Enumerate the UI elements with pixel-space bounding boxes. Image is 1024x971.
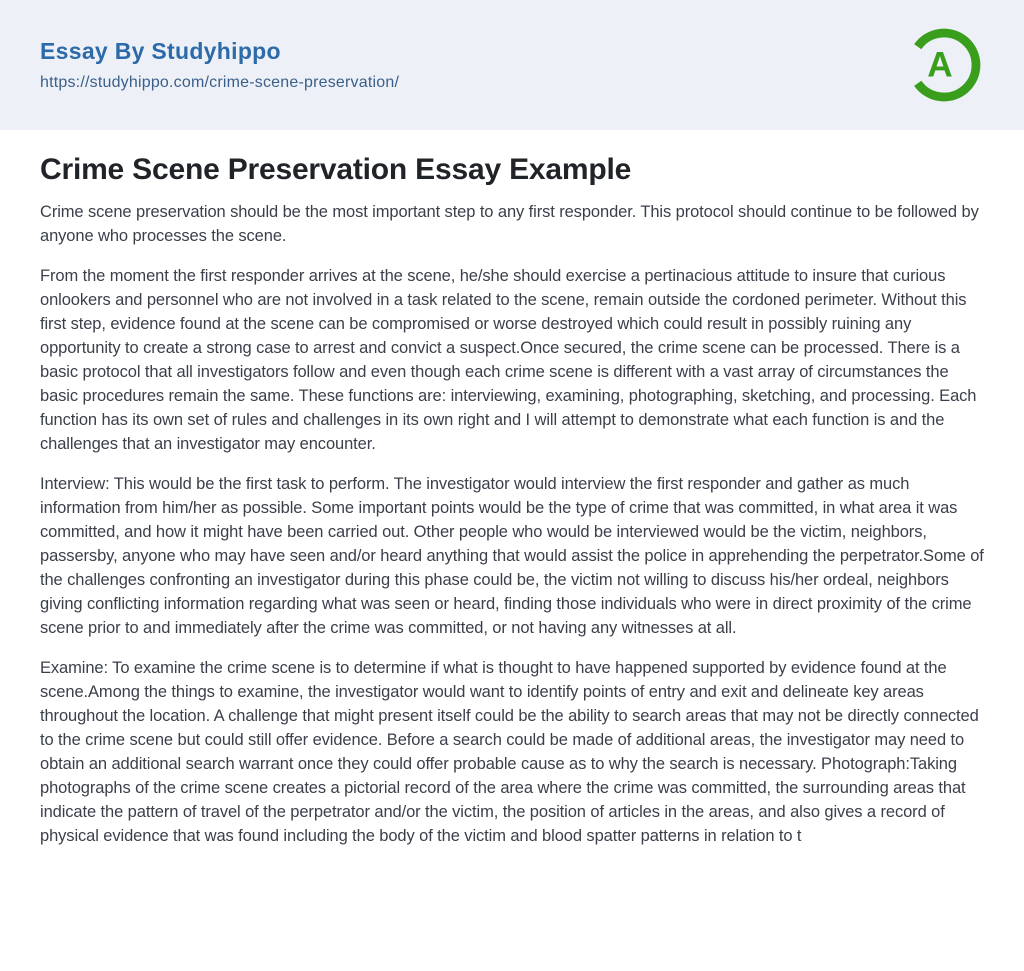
essay-paragraph-1: Crime scene preservation should be the most important step to any first responder. This protocol should continue to be followed by anyone who processes the scene. — [40, 203, 979, 245]
header-text-block — [40, 38, 399, 93]
site-header — [0, 0, 1024, 130]
essay-title: Crime Scene Preservation Essay Example — [40, 153, 632, 186]
essay-paragraph-2: From the moment the first responder arrives at the scene, he/she should exercise a pertinacious attitude to insure that curious onlookers and personnel who are not involved in a task related to the scene, remain outside the cordoned perimeter. Without this first step, evidence found at the scene can be compromised or worse destroyed which could result in possibly ruining any opportunity to create a strong case to arrest and convict a suspect.Once secured, the crime scene can be processed. There is a basic protocol that all investigators follow and even though each crime scene is different with a vast array of circumstances the basic procedures remain the same. These functions are: interviewing, examining, photographing, sketching, and processing. Each function has its own set of rules and challenges in its own right and I will attempt to demonstrate what each function is and the challenges that an investigator may encounter. — [40, 267, 977, 453]
logo-letter: A — [927, 45, 953, 85]
essay-content — [0, 152, 1024, 848]
site-title: Essay By Studyhippo — [40, 37, 281, 64]
essay-paragraph-3: Interview: This would be the first task to perform. The investigator would interview the first responder and gather as much information from him/her as possible. Some important points would be the type of crime that was committed, in what area it was committed, and how it might have been carried out. Other people who would be interviewed would be the victim, neighbors, passersby, anyone who may have seen and/or heard anything that would assist the police in apprehending the perpetrator.Some of the challenges confronting an investigator during this phase could be, the victim not willing to discuss his/her ordeal, neighbors giving conflicting information regarding what was seen or heard, finding those individuals who were in direct proximity of the crime scene prior to and immediately after the crime was committed, or not having any witnesses at all. — [40, 475, 984, 637]
grade-ring-icon — [904, 25, 984, 105]
studyhippo-logo — [904, 25, 984, 105]
essay-paragraph-4: Examine: To examine the crime scene is to determine if what is thought to have happened supported by evidence found at the scene.Among the things to examine, the investigator would want to identify points of entry and exit and delineate key areas throughout the location. A challenge that might present itself could be the ability to search areas that may not be directly connected to the crime scene but could still offer evidence. Before a search could be made of additional areas, the investigator may need to obtain an additional search warrant once they could offer probable cause as to why the search is necessary. Photograph:Taking photographs of the crime scene creates a pictorial record of the area where the crime was committed, the surrounding areas that indicate the pattern of travel of the perpetrator and/or the victim, the position of articles in the areas, and also gives a record of physical evidence that was found including the body of the victim and blood spatter patterns in relation to t — [40, 659, 979, 845]
page-url-link[interactable]: https://studyhippo.com/crime-scene-preservation/ — [40, 74, 400, 92]
